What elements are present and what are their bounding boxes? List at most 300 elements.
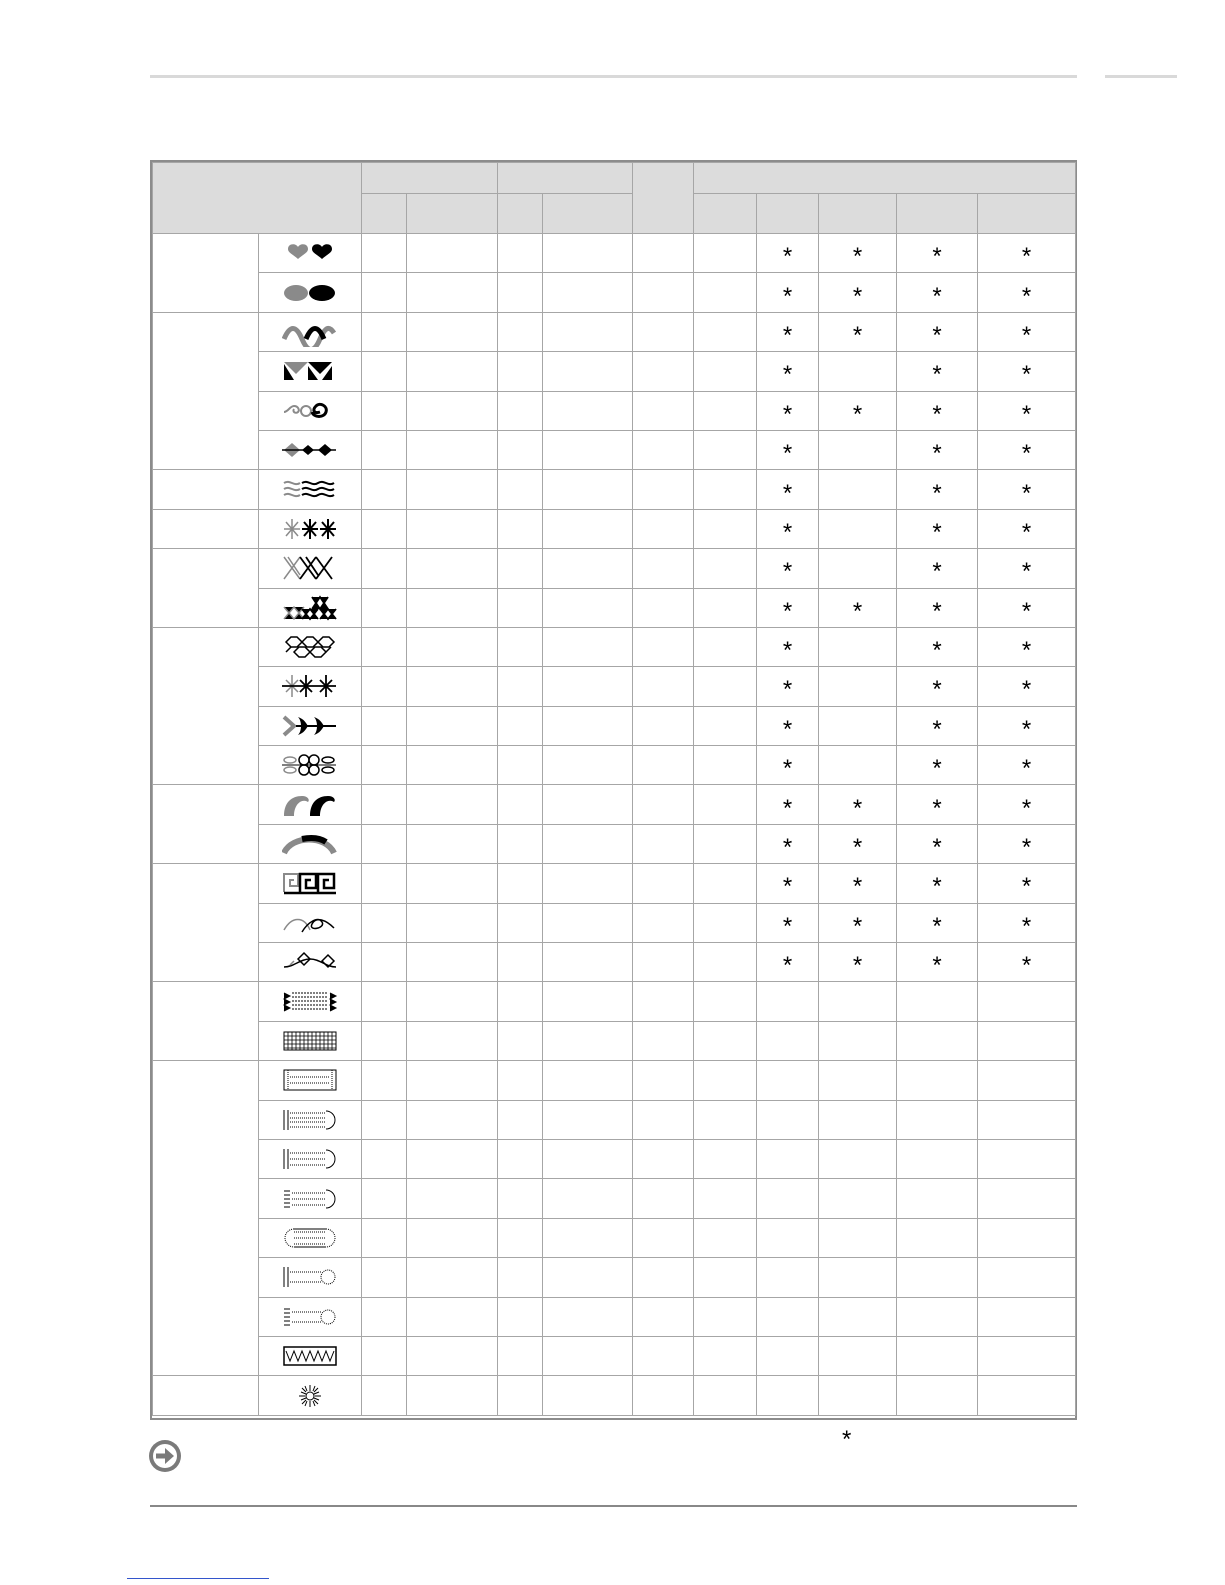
value-cell <box>407 667 498 706</box>
star-mark: * <box>782 873 793 901</box>
star-mark: * <box>782 834 793 862</box>
value-cell <box>543 1139 633 1178</box>
value-cell <box>978 234 1076 273</box>
value-cell <box>694 746 757 785</box>
value-cell <box>819 273 897 312</box>
star-mark: * <box>852 952 863 980</box>
value-cell <box>362 706 407 745</box>
star-mark: * <box>782 794 793 822</box>
star-mark: * <box>852 873 863 901</box>
value-cell <box>543 1258 633 1297</box>
table-row <box>153 391 1076 430</box>
table-row <box>153 312 1076 351</box>
star-mark: * <box>782 558 793 586</box>
value-cell <box>407 1218 498 1257</box>
value-cell <box>757 588 819 627</box>
value-cell <box>407 627 498 666</box>
value-cell <box>407 1297 498 1336</box>
value-cell <box>407 903 498 942</box>
stitch-icon-cell <box>259 746 362 785</box>
table-row <box>153 1218 1076 1257</box>
value-cell <box>897 1179 978 1218</box>
value-cell <box>543 706 633 745</box>
value-cell <box>498 234 543 273</box>
value-cell <box>633 746 694 785</box>
table-row <box>153 627 1076 666</box>
loop-vine-pattern-icon <box>259 908 361 938</box>
value-cell <box>978 1297 1076 1336</box>
value-cell <box>978 1061 1076 1100</box>
value-cell <box>543 785 633 824</box>
value-cell <box>819 824 897 863</box>
stitch-icon-cell <box>259 509 362 548</box>
category-cell <box>153 982 259 1061</box>
value-cell <box>897 234 978 273</box>
table-row <box>153 943 1076 982</box>
header-sub-c2 <box>757 194 819 234</box>
value-cell <box>498 943 543 982</box>
value-cell <box>407 1179 498 1218</box>
star-mark: * <box>852 321 863 349</box>
value-cell <box>543 943 633 982</box>
star-mark: * <box>1021 912 1032 940</box>
value-cell <box>498 667 543 706</box>
value-cell <box>757 1376 819 1415</box>
star-mark: * <box>932 715 942 743</box>
value-cell <box>498 352 543 391</box>
value-cell <box>819 864 897 903</box>
value-cell <box>633 312 694 351</box>
value-cell <box>819 1376 897 1415</box>
star-mark: * <box>1021 558 1032 586</box>
value-cell <box>407 982 498 1021</box>
value-cell <box>897 430 978 469</box>
value-cell <box>362 627 407 666</box>
star-mark: * <box>932 755 942 783</box>
table-row <box>153 234 1076 273</box>
table-row <box>153 273 1076 312</box>
category-cell <box>153 864 259 982</box>
star-mark: * <box>932 361 942 389</box>
value-cell <box>633 943 694 982</box>
star-mark: * <box>1021 676 1032 704</box>
value-cell <box>362 273 407 312</box>
value-cell <box>362 391 407 430</box>
star-mark: * <box>1021 755 1032 783</box>
value-cell <box>633 273 694 312</box>
value-cell <box>633 234 694 273</box>
value-cell <box>897 785 978 824</box>
stitch-icon-cell <box>259 1218 362 1257</box>
value-cell <box>757 903 819 942</box>
value-cell <box>978 430 1076 469</box>
stitch-icon-cell <box>259 588 362 627</box>
value-cell <box>362 746 407 785</box>
star-mark: * <box>1021 400 1032 428</box>
value-cell <box>819 430 897 469</box>
value-cell <box>694 1100 757 1139</box>
star-mark: * <box>932 637 942 665</box>
value-cell <box>543 1061 633 1100</box>
value-cell <box>819 588 897 627</box>
table-row <box>153 1021 1076 1060</box>
value-cell <box>757 391 819 430</box>
value-cell <box>633 391 694 430</box>
value-cell <box>498 549 543 588</box>
value-cell <box>543 1376 633 1415</box>
value-cell <box>897 1139 978 1178</box>
star-mark: * <box>932 952 942 980</box>
greek-key-pattern-icon <box>259 868 361 898</box>
value-cell <box>498 864 543 903</box>
table-row <box>153 1258 1076 1297</box>
value-cell <box>543 627 633 666</box>
table-row <box>153 903 1076 942</box>
value-cell <box>543 470 633 509</box>
value-cell <box>757 627 819 666</box>
value-cell <box>543 312 633 351</box>
star-mark: * <box>782 597 793 625</box>
value-cell <box>362 1100 407 1139</box>
value-cell <box>897 982 978 1021</box>
star-mark: * <box>1021 952 1032 980</box>
stitch-icon-cell <box>259 549 362 588</box>
value-cell <box>543 667 633 706</box>
value-cell <box>407 706 498 745</box>
value-cell <box>694 1297 757 1336</box>
value-cell <box>543 982 633 1021</box>
value-cell <box>362 509 407 548</box>
value-cell <box>757 1139 819 1178</box>
value-cell <box>819 1061 897 1100</box>
star-mark: * <box>1021 479 1032 507</box>
value-cell <box>694 1376 757 1415</box>
value-cell <box>543 1021 633 1060</box>
bottom-rule <box>150 1505 1077 1507</box>
star-mark: * <box>782 952 793 980</box>
buttonhole-tapered-icon <box>259 1184 361 1214</box>
star-mark: * <box>932 834 942 862</box>
value-cell <box>362 352 407 391</box>
value-cell <box>407 234 498 273</box>
value-cell <box>543 824 633 863</box>
stitch-icon-cell <box>259 627 362 666</box>
star-mark: * <box>1021 282 1032 310</box>
value-cell <box>978 1021 1076 1060</box>
value-cell <box>897 1336 978 1375</box>
value-cell <box>543 1100 633 1139</box>
table-row <box>153 864 1076 903</box>
header-sub-a1 <box>362 194 407 234</box>
header-stitch <box>153 163 362 234</box>
cross-stitch-pattern-icon <box>259 553 361 583</box>
value-cell <box>819 1179 897 1218</box>
value-cell <box>819 470 897 509</box>
value-cell <box>362 1376 407 1415</box>
value-cell <box>897 1258 978 1297</box>
heart-pattern-icon <box>259 238 361 268</box>
value-cell <box>694 391 757 430</box>
value-cell <box>407 1100 498 1139</box>
value-cell <box>897 1376 978 1415</box>
stitch-icon-cell <box>259 352 362 391</box>
star-mark: * <box>1021 361 1032 389</box>
value-cell <box>819 746 897 785</box>
value-cell <box>819 1021 897 1060</box>
value-cell <box>362 1218 407 1257</box>
star-mark: * <box>782 400 793 428</box>
value-cell <box>978 1100 1076 1139</box>
value-cell <box>897 667 978 706</box>
squiggle-fill-pattern-icon <box>259 475 361 505</box>
value-cell <box>694 1336 757 1375</box>
value-cell <box>897 391 978 430</box>
value-cell <box>498 746 543 785</box>
value-cell <box>633 549 694 588</box>
value-cell <box>498 1021 543 1060</box>
footer-link-underline[interactable] <box>127 1578 269 1579</box>
stitch-icon-cell <box>259 1061 362 1100</box>
value-cell <box>978 1258 1076 1297</box>
value-cell <box>978 312 1076 351</box>
value-cell <box>819 1100 897 1139</box>
category-cell <box>153 1061 259 1376</box>
value-cell <box>897 943 978 982</box>
value-cell <box>694 667 757 706</box>
snowflake-pattern-icon <box>259 671 361 701</box>
star-mark: * <box>1021 597 1032 625</box>
value-cell <box>498 391 543 430</box>
header-group-c <box>694 163 1076 194</box>
value-cell <box>897 824 978 863</box>
value-cell <box>978 824 1076 863</box>
table-row <box>153 785 1076 824</box>
stitch-icon-cell <box>259 943 362 982</box>
star-mark: * <box>782 321 793 349</box>
value-cell <box>757 234 819 273</box>
value-cell <box>633 864 694 903</box>
value-cell <box>543 1336 633 1375</box>
value-cell <box>498 588 543 627</box>
value-cell <box>498 1297 543 1336</box>
value-cell <box>978 1179 1076 1218</box>
value-cell <box>694 273 757 312</box>
value-cell <box>407 1021 498 1060</box>
value-cell <box>694 1218 757 1257</box>
value-cell <box>633 1297 694 1336</box>
star-mark: * <box>852 400 863 428</box>
value-cell <box>543 509 633 548</box>
value-cell <box>757 864 819 903</box>
value-cell <box>407 549 498 588</box>
star-mark: * <box>782 440 793 468</box>
value-cell <box>819 706 897 745</box>
arrow-right-circle-icon <box>149 1440 181 1472</box>
table-row <box>153 588 1076 627</box>
star-mark: * <box>782 637 793 665</box>
star-mark: * <box>782 361 793 389</box>
value-cell <box>694 982 757 1021</box>
leaf-vine-pattern-icon <box>259 947 361 977</box>
value-cell <box>543 746 633 785</box>
value-cell <box>543 588 633 627</box>
value-cell <box>407 430 498 469</box>
table-row <box>153 1376 1076 1415</box>
table-row <box>153 982 1076 1021</box>
value-cell <box>757 746 819 785</box>
legend-star: * <box>842 1426 852 1453</box>
value-cell <box>407 391 498 430</box>
stitch-icon-cell <box>259 1297 362 1336</box>
stitch-icon-cell <box>259 391 362 430</box>
value-cell <box>407 1258 498 1297</box>
value-cell <box>757 549 819 588</box>
value-cell <box>819 785 897 824</box>
value-cell <box>978 706 1076 745</box>
value-cell <box>694 588 757 627</box>
buttonhole-keyhole-icon <box>259 1262 361 1292</box>
value-cell <box>362 1021 407 1060</box>
stitch-icon-cell <box>259 864 362 903</box>
value-cell <box>819 1336 897 1375</box>
value-cell <box>897 273 978 312</box>
leaf-flower-pattern-icon <box>259 750 361 780</box>
value-cell <box>757 1061 819 1100</box>
value-cell <box>757 470 819 509</box>
value-cell <box>978 1139 1076 1178</box>
buttonhole-square-icon <box>259 1065 361 1095</box>
stitch-icon-cell <box>259 1258 362 1297</box>
table-row <box>153 470 1076 509</box>
value-cell <box>694 785 757 824</box>
darning-grid-pattern-icon <box>259 1026 361 1056</box>
value-cell <box>819 312 897 351</box>
value-cell <box>757 943 819 982</box>
value-cell <box>362 1297 407 1336</box>
header-sub-c1 <box>694 194 757 234</box>
value-cell <box>407 588 498 627</box>
value-cell <box>407 273 498 312</box>
star-mark: * <box>782 715 793 743</box>
value-cell <box>978 627 1076 666</box>
value-cell <box>978 982 1076 1021</box>
category-cell <box>153 470 259 509</box>
header-group-b <box>498 163 633 194</box>
value-cell <box>819 1297 897 1336</box>
oval-pattern-icon <box>259 278 361 308</box>
value-cell <box>633 1218 694 1257</box>
value-cell <box>757 667 819 706</box>
value-cell <box>362 1336 407 1375</box>
buttonhole-both-round-icon <box>259 1223 361 1253</box>
header-sub-b1 <box>498 194 543 234</box>
star-mark: * <box>1021 715 1032 743</box>
value-cell <box>694 1021 757 1060</box>
value-cell <box>694 549 757 588</box>
value-cell <box>498 470 543 509</box>
value-cell <box>694 824 757 863</box>
value-cell <box>498 982 543 1021</box>
value-cell <box>633 785 694 824</box>
star-mark: * <box>1021 794 1032 822</box>
value-cell <box>694 943 757 982</box>
value-cell <box>407 1139 498 1178</box>
stitch-icon-cell <box>259 1021 362 1060</box>
value-cell <box>498 627 543 666</box>
value-cell <box>498 706 543 745</box>
table-row <box>153 1336 1076 1375</box>
stitch-icon-cell <box>259 824 362 863</box>
value-cell <box>694 1179 757 1218</box>
diamond-chain-pattern-icon <box>259 435 361 465</box>
value-cell <box>978 588 1076 627</box>
value-cell <box>498 273 543 312</box>
value-cell <box>362 470 407 509</box>
value-cell <box>819 1139 897 1178</box>
star-mark: * <box>782 518 793 546</box>
value-cell <box>498 824 543 863</box>
table-row <box>153 1100 1076 1139</box>
star-mark: * <box>932 558 942 586</box>
value-cell <box>694 509 757 548</box>
value-cell <box>757 509 819 548</box>
stitch-icon-cell <box>259 470 362 509</box>
star-mark: * <box>932 282 942 310</box>
table-row <box>153 1179 1076 1218</box>
value-cell <box>978 1376 1076 1415</box>
value-cell <box>362 234 407 273</box>
value-cell <box>819 352 897 391</box>
value-cell <box>819 667 897 706</box>
value-cell <box>633 1258 694 1297</box>
star-mark: * <box>932 243 942 271</box>
value-cell <box>757 706 819 745</box>
table-row <box>153 746 1076 785</box>
value-cell <box>407 312 498 351</box>
value-cell <box>407 1376 498 1415</box>
value-cell <box>407 746 498 785</box>
value-cell <box>757 785 819 824</box>
value-cell <box>819 549 897 588</box>
value-cell <box>897 903 978 942</box>
value-cell <box>757 430 819 469</box>
value-cell <box>633 982 694 1021</box>
value-cell <box>897 746 978 785</box>
star-mark: * <box>1021 834 1032 862</box>
scallop-pattern-icon <box>259 790 361 820</box>
star-mark: * <box>1021 873 1032 901</box>
darning-zigzag-pattern-icon <box>259 987 361 1017</box>
value-cell <box>897 352 978 391</box>
star-mark: * <box>932 912 942 940</box>
value-cell <box>543 391 633 430</box>
star-mark: * <box>782 282 793 310</box>
star-mark: * <box>932 597 942 625</box>
value-cell <box>978 509 1076 548</box>
table-row <box>153 824 1076 863</box>
value-cell <box>897 588 978 627</box>
value-cell <box>362 824 407 863</box>
cross-stitch-steps-pattern-icon <box>259 593 361 623</box>
star-mark: * <box>932 676 942 704</box>
value-cell <box>633 824 694 863</box>
value-cell <box>819 1258 897 1297</box>
stitch-icon-cell <box>259 1100 362 1139</box>
value-cell <box>407 943 498 982</box>
wave-pattern-icon <box>259 317 361 347</box>
value-cell <box>362 864 407 903</box>
value-cell <box>498 1061 543 1100</box>
